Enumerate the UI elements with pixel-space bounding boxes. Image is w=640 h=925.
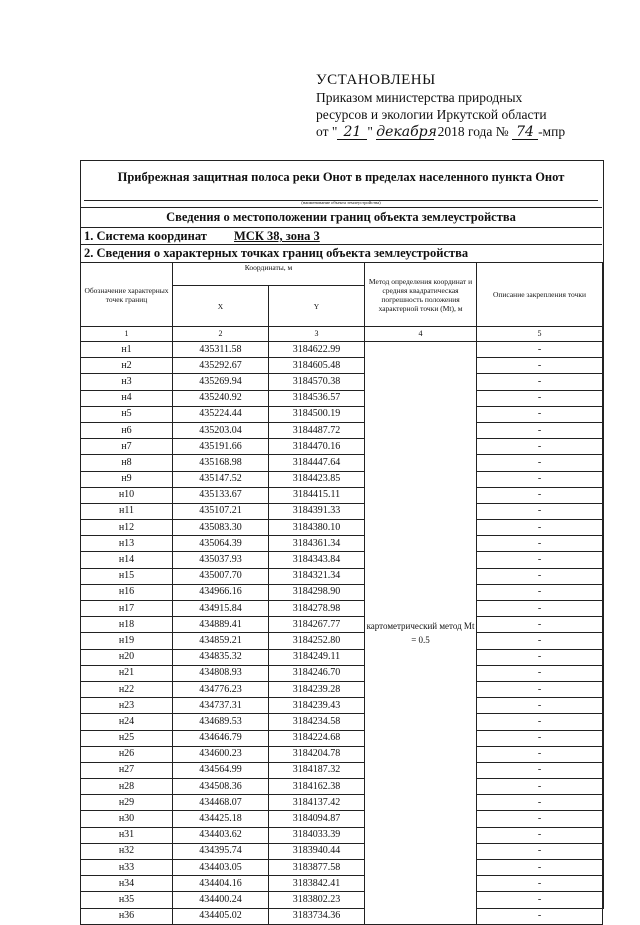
point-id: н7	[81, 439, 173, 455]
point-id: н36	[81, 908, 173, 924]
point-desc: -	[477, 762, 603, 778]
point-desc: -	[477, 795, 603, 811]
order-suffix: -мпр	[538, 124, 566, 139]
coord-y: 3183877.58	[269, 860, 365, 876]
coord-x: 434737.31	[173, 698, 269, 714]
coord-x: 434400.24	[173, 892, 269, 908]
coord-x: 434395.74	[173, 843, 269, 859]
table-row	[81, 374, 603, 390]
point-desc: -	[477, 601, 603, 617]
coord-x: 434808.93	[173, 665, 269, 681]
point-id: н27	[81, 762, 173, 778]
handwritten-month: декабря	[376, 124, 437, 140]
approval-line-1: Приказом министерства природных	[316, 90, 523, 105]
coord-x: 435133.67	[173, 487, 269, 503]
table-row	[81, 698, 603, 714]
coord-x: 434776.23	[173, 681, 269, 697]
approval-date-line	[316, 123, 616, 140]
coord-y: 3184187.32	[269, 762, 365, 778]
point-desc: -	[477, 584, 603, 600]
object-title: Прибрежная защитная полоса реки Онот в пределах населенного пункта Онот	[117, 170, 565, 184]
point-desc: -	[477, 698, 603, 714]
col-number: 5	[477, 327, 603, 342]
point-desc: -	[477, 665, 603, 681]
point-desc: -	[477, 730, 603, 746]
table-row	[81, 552, 603, 568]
point-id: н13	[81, 536, 173, 552]
table-row	[81, 584, 603, 600]
point-id: н28	[81, 779, 173, 795]
point-id: н30	[81, 811, 173, 827]
coord-x: 434889.41	[173, 617, 269, 633]
table-row	[81, 730, 603, 746]
coord-y: 3184224.68	[269, 730, 365, 746]
point-desc: -	[477, 520, 603, 536]
section-1-title: Сведения о местоположении границ объекта землеустройства	[166, 210, 516, 224]
point-desc: -	[477, 552, 603, 568]
table-row	[81, 681, 603, 697]
table-row	[81, 649, 603, 665]
coord-x: 434403.62	[173, 827, 269, 843]
coord-x: 435224.44	[173, 406, 269, 422]
coord-x: 435168.98	[173, 455, 269, 471]
table-row	[81, 617, 603, 633]
point-desc: -	[477, 746, 603, 762]
coord-x: 435269.94	[173, 374, 269, 390]
table-row	[81, 827, 603, 843]
table-row	[81, 601, 603, 617]
coord-y: 3184622.99	[269, 342, 365, 358]
coord-x: 435203.04	[173, 422, 269, 438]
divider	[80, 227, 602, 228]
point-id: н4	[81, 390, 173, 406]
point-desc: -	[477, 503, 603, 519]
point-desc: -	[477, 681, 603, 697]
col-number: 3	[269, 327, 365, 342]
point-id: н1	[81, 342, 173, 358]
table-row	[81, 422, 603, 438]
coord-x: 434646.79	[173, 730, 269, 746]
point-desc: -	[477, 422, 603, 438]
table-row	[81, 908, 603, 924]
coord-y: 3184033.39	[269, 827, 365, 843]
table-row	[81, 746, 603, 762]
col-number: 2	[173, 327, 269, 342]
coord-x: 434689.53	[173, 714, 269, 730]
divider	[80, 244, 602, 245]
coord-x: 435292.67	[173, 358, 269, 374]
coord-y: 3184391.33	[269, 503, 365, 519]
point-id: н15	[81, 568, 173, 584]
table-row	[81, 843, 603, 859]
coord-x: 435107.21	[173, 503, 269, 519]
point-desc: -	[477, 892, 603, 908]
coord-y: 3183734.36	[269, 908, 365, 924]
point-desc: -	[477, 406, 603, 422]
point-desc: -	[477, 714, 603, 730]
table-row	[81, 342, 603, 358]
point-id: н8	[81, 455, 173, 471]
table-row	[81, 358, 603, 374]
year-text: 2018 года №	[437, 124, 509, 139]
coord-y: 3184380.10	[269, 520, 365, 536]
table-row	[81, 876, 603, 892]
coord-x: 434508.36	[173, 779, 269, 795]
coord-y: 3184605.48	[269, 358, 365, 374]
col-number: 4	[365, 327, 477, 342]
point-desc: -	[477, 908, 603, 924]
table-row	[81, 455, 603, 471]
coord-x: 434600.23	[173, 746, 269, 762]
point-id: н18	[81, 617, 173, 633]
handwritten-day: 21	[337, 125, 367, 140]
divider	[80, 207, 602, 208]
table-row	[81, 892, 603, 908]
coord-y: 3184278.98	[269, 601, 365, 617]
method-value: картометрический метод Mt = 0.5	[365, 342, 477, 925]
point-id: н33	[81, 860, 173, 876]
col-number: 1	[81, 327, 173, 342]
point-id: н11	[81, 503, 173, 519]
point-id: н24	[81, 714, 173, 730]
coord-x: 434404.16	[173, 876, 269, 892]
header-method: Метод определения координат и средняя квадратическая погрешность положения характерной точки (Mt), м	[365, 263, 477, 327]
point-id: н25	[81, 730, 173, 746]
coord-x: 435064.39	[173, 536, 269, 552]
point-id: н32	[81, 843, 173, 859]
point-desc: -	[477, 633, 603, 649]
coord-y: 3184470.16	[269, 439, 365, 455]
point-desc: -	[477, 568, 603, 584]
table-row	[81, 471, 603, 487]
coord-y: 3184447.64	[269, 455, 365, 471]
coord-y: 3184094.87	[269, 811, 365, 827]
object-subtitle: (наименование объекта землеустройства)	[301, 200, 381, 205]
coord-y: 3184321.34	[269, 568, 365, 584]
coord-x: 435007.70	[173, 568, 269, 584]
coord-y: 3184423.85	[269, 471, 365, 487]
coord-y: 3184570.38	[269, 374, 365, 390]
coord-x: 435311.58	[173, 342, 269, 358]
point-desc: -	[477, 876, 603, 892]
point-id: н16	[81, 584, 173, 600]
coord-x: 435147.52	[173, 471, 269, 487]
point-id: н14	[81, 552, 173, 568]
table-row	[81, 779, 603, 795]
point-desc: -	[477, 649, 603, 665]
header-desc: Описание закрепления точки	[477, 263, 603, 327]
table-row	[81, 762, 603, 778]
point-id: н10	[81, 487, 173, 503]
coord-y: 3184415.11	[269, 487, 365, 503]
coord-system-value: МСК 38, зона 3	[234, 229, 320, 243]
point-id: н12	[81, 520, 173, 536]
approval-line-2: ресурсов и экологии Иркутской области	[316, 107, 547, 122]
point-desc: -	[477, 439, 603, 455]
point-desc: -	[477, 860, 603, 876]
coord-x: 434405.02	[173, 908, 269, 924]
point-desc: -	[477, 811, 603, 827]
table-row	[81, 406, 603, 422]
date-quote: "	[367, 124, 373, 139]
date-prefix: от "	[316, 124, 338, 139]
point-desc: -	[477, 358, 603, 374]
point-id: н26	[81, 746, 173, 762]
coord-x: 434859.21	[173, 633, 269, 649]
point-id: н2	[81, 358, 173, 374]
coord-y: 3183842.41	[269, 876, 365, 892]
approval-header	[316, 72, 616, 140]
point-id: н3	[81, 374, 173, 390]
point-desc: -	[477, 342, 603, 358]
coord-y: 3184343.84	[269, 552, 365, 568]
point-desc: -	[477, 779, 603, 795]
point-id: н19	[81, 633, 173, 649]
table-row	[81, 487, 603, 503]
table-row	[81, 390, 603, 406]
coord-y: 3184234.58	[269, 714, 365, 730]
approval-title: УСТАНОВЛЕНЫ	[316, 72, 436, 88]
coord-x: 434403.05	[173, 860, 269, 876]
coord-y: 3184361.34	[269, 536, 365, 552]
header-coords: Координаты, м	[173, 263, 365, 286]
table-row	[81, 536, 603, 552]
table-row	[81, 520, 603, 536]
coord-y: 3183802.23	[269, 892, 365, 908]
coord-y: 3184204.78	[269, 746, 365, 762]
coord-y: 3184267.77	[269, 617, 365, 633]
table-row	[81, 568, 603, 584]
header-y: Y	[269, 286, 365, 327]
coord-x: 434425.18	[173, 811, 269, 827]
point-desc: -	[477, 471, 603, 487]
section-2-title: 2. Сведения о характерных точках границ объекта землеустройства	[84, 246, 469, 260]
coord-y: 3184252.80	[269, 633, 365, 649]
coord-x: 434966.16	[173, 584, 269, 600]
point-desc: -	[477, 536, 603, 552]
coord-y: 3184162.38	[269, 779, 365, 795]
point-desc: -	[477, 455, 603, 471]
coord-y: 3184137.42	[269, 795, 365, 811]
point-id: н34	[81, 876, 173, 892]
coord-system-label: 1. Система координат	[84, 229, 207, 243]
point-id: н20	[81, 649, 173, 665]
header-x: X	[173, 286, 269, 327]
coord-x: 435240.92	[173, 390, 269, 406]
table-row	[81, 503, 603, 519]
point-id: н29	[81, 795, 173, 811]
point-id: н9	[81, 471, 173, 487]
point-id: н21	[81, 665, 173, 681]
point-id: н23	[81, 698, 173, 714]
point-desc: -	[477, 827, 603, 843]
table-row	[81, 811, 603, 827]
point-id: н31	[81, 827, 173, 843]
point-desc: -	[477, 487, 603, 503]
coord-x: 435083.30	[173, 520, 269, 536]
point-desc: -	[477, 843, 603, 859]
coord-y: 3184239.43	[269, 698, 365, 714]
point-id: н6	[81, 422, 173, 438]
point-id: н35	[81, 892, 173, 908]
table-row	[81, 795, 603, 811]
coord-x: 434564.99	[173, 762, 269, 778]
table-row	[81, 665, 603, 681]
points-table	[80, 262, 603, 925]
coord-y: 3184239.28	[269, 681, 365, 697]
point-desc: -	[477, 390, 603, 406]
coord-y: 3184249.11	[269, 649, 365, 665]
coord-y: 3184487.72	[269, 422, 365, 438]
point-id: н17	[81, 601, 173, 617]
coord-y: 3184246.70	[269, 665, 365, 681]
point-id: н22	[81, 681, 173, 697]
table-row	[81, 714, 603, 730]
coord-x: 435191.66	[173, 439, 269, 455]
point-id: н5	[81, 406, 173, 422]
header-point: Обозначение характерных точек границ	[81, 263, 173, 327]
coord-x: 434468.07	[173, 795, 269, 811]
coord-x: 434835.32	[173, 649, 269, 665]
coord-y: 3183940.44	[269, 843, 365, 859]
point-desc: -	[477, 617, 603, 633]
coord-x: 434915.84	[173, 601, 269, 617]
point-desc: -	[477, 374, 603, 390]
table-row	[81, 633, 603, 649]
table-row	[81, 439, 603, 455]
coord-y: 3184500.19	[269, 406, 365, 422]
coord-x: 435037.93	[173, 552, 269, 568]
handwritten-number: 74	[512, 125, 538, 140]
coord-y: 3184298.90	[269, 584, 365, 600]
coord-y: 3184536.57	[269, 390, 365, 406]
table-row	[81, 860, 603, 876]
